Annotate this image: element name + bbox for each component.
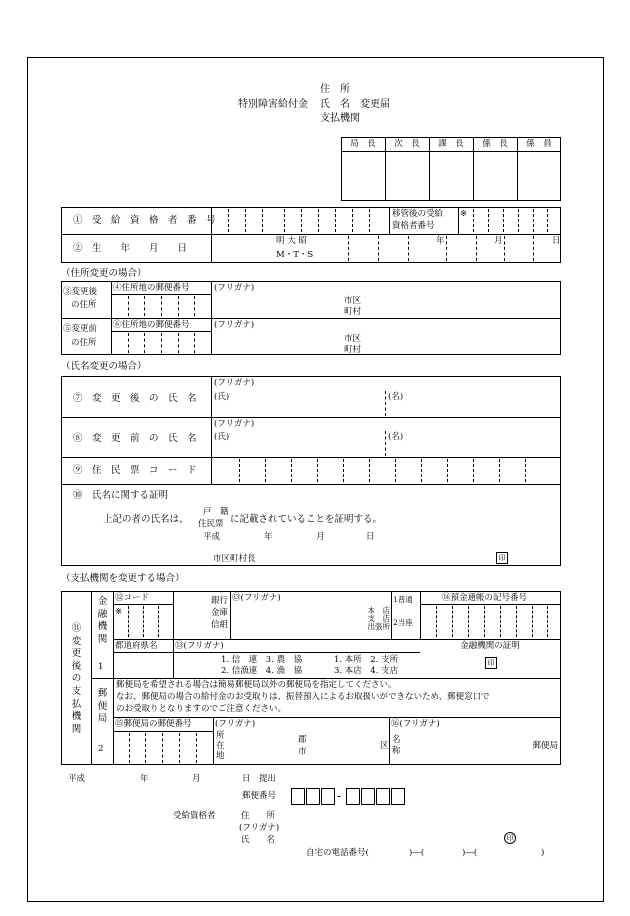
new-address-town: 町村 [344, 307, 362, 317]
form-title-name: 氏 名 変更届 [320, 99, 390, 110]
certificate-text-pre: 上記の者の氏名は、 [103, 514, 189, 525]
form-page [27, 57, 604, 902]
branch-type-head: 本 店 [367, 606, 390, 615]
recipient-seal: 印 [504, 832, 516, 844]
post-office-note-1: 郵便局を希望される場合は簡易郵便局以外の郵便局を指定してください。 [116, 680, 397, 690]
form-title-address: 住 所 [320, 84, 350, 95]
new-given-name: (名) [388, 392, 404, 402]
post-office-number: 2 [98, 744, 104, 754]
new-address-label-2: の住所 [71, 300, 97, 310]
branch-office-types-1: 1. 本所 2. 支所 [334, 655, 399, 665]
recipient-label: 受給資格者 [173, 811, 216, 821]
post-office-postal-label: ⑮郵便局の郵便番号 [115, 719, 192, 729]
phone-separator-1: )―( [409, 848, 425, 858]
ward-unit: 区 [380, 741, 389, 751]
phone-close: ) [541, 848, 545, 858]
passbook-number-label: ⑭預金通帳の記号番号 [442, 593, 528, 603]
bank-type-shinkin: 金庫 [210, 608, 228, 618]
transfer-number-label-2: 資格者番号 [392, 221, 435, 231]
location-label-3: 地 [216, 751, 225, 761]
post-office-name-furigana: ⑯(フリガナ) [391, 719, 440, 729]
approval-bureau-chief: 局 長 [350, 139, 376, 149]
certificate-day: 日 [366, 532, 375, 542]
post-office-address-furigana: (フリガナ) [215, 719, 256, 729]
postal-digit-box[interactable] [321, 788, 335, 805]
approval-deputy-chief: 次 長 [394, 139, 420, 149]
post-office-label: 郵便局 [97, 688, 108, 725]
resident-code-label: ⑨ 住 民 票 コ ー ド [73, 465, 197, 476]
old-family-name: (氏) [214, 432, 230, 442]
agricultural-org-types-1: 1. 信 連 3. 農 協 [221, 655, 303, 665]
name-section-heading: （氏名変更の場合） [61, 361, 147, 372]
postal-digit-box[interactable] [361, 788, 375, 805]
resident-register-option: 住民票 [198, 519, 224, 529]
approval-section-chief: 課 長 [438, 139, 464, 149]
certificate-era: 平成 [203, 532, 221, 542]
new-address-label: ③変更後 [63, 287, 98, 297]
prefecture-label: 都道府県名 [115, 641, 158, 651]
postal-digit-box[interactable] [346, 788, 360, 805]
submit-month: 月 [192, 774, 201, 784]
family-register-option: 戸 籍 [203, 507, 229, 517]
submit-era: 平成 [68, 774, 86, 784]
recipient-number-label: ① 受 給 資 格 者 番 号 [73, 215, 216, 226]
financial-institution-seal: 印 [485, 657, 497, 669]
bank-code-mark: ※ [115, 607, 123, 617]
mayor-label: 市区町村長 [213, 554, 256, 564]
old-address-furigana: (フリガナ) [214, 320, 255, 330]
old-given-name: (名) [388, 432, 404, 442]
location-label-2: 在 [216, 741, 225, 751]
certificate-month: 月 [316, 532, 325, 542]
postal-digit-box[interactable] [376, 788, 390, 805]
office-use-mark: ※ [460, 209, 468, 219]
new-postal-code-label: ④住所地の郵便番号 [113, 283, 190, 293]
certificate-text-post: に記載されていることを証明する。 [230, 514, 383, 525]
address-section-heading: （住所変更の場合） [61, 268, 147, 279]
financial-institution-label: 金融機関 [97, 596, 108, 645]
old-address-label-2: の住所 [71, 338, 97, 348]
city-unit: 市 [298, 747, 307, 757]
new-address-city: 市区 [344, 296, 362, 306]
branch-type-office: 出張所 [367, 622, 390, 631]
account-type-current: 2当座 [393, 618, 413, 627]
location-label-1: 所 [216, 731, 225, 741]
submit-day-label: 日 提出 [242, 774, 277, 784]
phone-separator-2: )―( [462, 848, 478, 858]
postal-digit-box[interactable] [306, 788, 320, 805]
payment-side-label: ⑪変更後の支払機関 [71, 623, 82, 735]
agricultural-org-types-2: 2. 信漁連 4. 漁 協 [221, 666, 303, 676]
birth-date-label: ② 生 年 月 日 [73, 243, 188, 254]
prefecture-furigana: ⑬(フリガナ) [175, 641, 224, 651]
old-address-city: 市区 [344, 334, 362, 344]
new-name-furigana: (フリガナ) [214, 378, 255, 388]
form-title-payer: 支払機関 [320, 113, 360, 124]
new-address-furigana: (フリガナ) [214, 283, 255, 293]
certificate-year: 年 [264, 532, 273, 542]
footer-postal-label: 郵便番号 [242, 791, 277, 801]
branch-office-types-2: 3. 本店 4. 支店 [334, 666, 399, 676]
era-options: 明 大 昭 [276, 236, 307, 246]
financial-certificate-label: 金融機関の証明 [460, 641, 520, 651]
payment-section-heading: （支払機関を変更する場合） [61, 573, 185, 584]
submit-year: 年 [140, 774, 149, 784]
post-office-note-2: なお、郵便局の場合の給付金のお受取りは、振替預入によるお取扱いができないため、郵便窓口で [116, 692, 490, 702]
recipient-name-label: 氏 名 [241, 835, 276, 845]
post-name-label-2: 称 [392, 746, 401, 756]
postal-dash: - [337, 789, 342, 803]
new-family-name: (氏) [214, 392, 230, 402]
old-name-label: ⑧ 変 更 前 の 氏 名 [73, 433, 197, 444]
old-address-label: ⑤変更前 [63, 324, 98, 334]
bank-type-bank: 銀行 [210, 596, 228, 606]
recipient-address-label: 住 所 [241, 811, 276, 821]
account-type-ordinary: 1普通 [393, 595, 413, 604]
post-office-note-3: のお受取りとなりますのでご注意ください。 [116, 704, 287, 714]
post-name-label-1: 名 [392, 735, 401, 745]
postal-digit-box[interactable] [391, 788, 405, 805]
old-address-town: 町村 [344, 345, 362, 355]
branch-type-branch: 支 店 [367, 614, 390, 623]
form-title-prefix: 特別障害給付金 [238, 99, 308, 110]
bank-name-furigana: ⑬(フリガナ) [232, 593, 281, 603]
old-name-furigana: (フリガナ) [214, 419, 255, 429]
era-options-latin: M・T・S [276, 250, 314, 260]
transfer-number-label: 移管後の受給 [392, 209, 444, 219]
old-postal-code-label: ⑥住所地の郵便番号 [113, 320, 190, 330]
name-certificate-label: ⑩ 氏名に関する証明 [73, 490, 169, 501]
recipient-furigana-label: (フリガナ) [239, 823, 280, 833]
birth-day-unit: 日 [552, 236, 561, 246]
financial-number: 1 [98, 662, 104, 672]
new-name-label: ⑦ 変 更 後 の 氏 名 [73, 393, 197, 404]
approval-staff: 係 員 [526, 139, 552, 149]
approval-subsection-chief: 係 長 [482, 139, 508, 149]
post-office-suffix: 郵便局 [532, 741, 558, 751]
postal-digit-box[interactable] [291, 788, 305, 805]
county-unit: 郡 [298, 735, 307, 745]
birth-year-unit: 年 [436, 236, 445, 246]
bank-type-credit-union: 信組 [210, 620, 228, 630]
birth-month-unit: 月 [494, 236, 503, 246]
bank-code-label: ⑫コード [115, 593, 150, 603]
mayor-seal: 印 [496, 552, 508, 564]
home-phone-label: 自宅の電話番号( [306, 848, 369, 858]
